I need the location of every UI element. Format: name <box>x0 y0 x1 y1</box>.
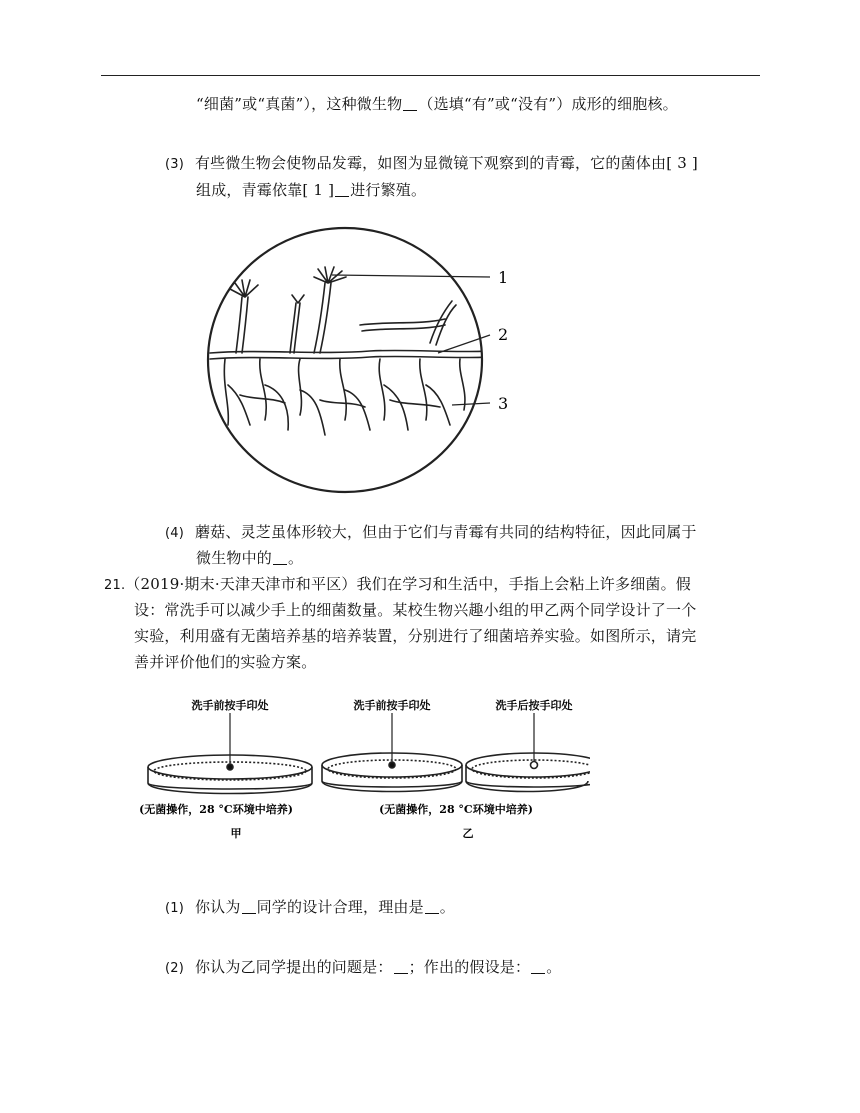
jia-name: 甲 <box>230 827 242 840</box>
answer-blank[interactable] <box>425 898 439 914</box>
header-rule <box>101 75 760 76</box>
q20-sub4-line2 <box>196 547 303 569</box>
q20-cont-pre: “细菌”或“真菌”），这种微生物 <box>196 95 403 113</box>
answer-blank[interactable] <box>335 181 349 197</box>
answer-blank[interactable] <box>403 95 417 111</box>
sub3-text-line1: 有些微生物会使物品发霉，如图为显微镜下观察到的青霉，它的菌体由[ 3 ] <box>194 154 698 172</box>
q21-sub2-c: 。 <box>546 958 562 976</box>
sub3-text-line2b: 进行繁殖。 <box>350 181 427 199</box>
petri-dish-jia <box>148 713 312 794</box>
q21-sub1-a: 你认为 <box>194 898 241 916</box>
answer-blank[interactable] <box>273 549 287 565</box>
q20-continuation-line <box>196 93 678 115</box>
figure-label-2: 2 <box>498 325 509 344</box>
sub4-number: (4) <box>165 526 185 541</box>
horizontal-hypha <box>210 350 490 353</box>
q21-line2: 设：常洗手可以减少手上的细菌数量。某校生物兴趣小组的甲乙两个同学设计了一个 <box>134 601 697 619</box>
q21-sub1-c: 。 <box>439 898 455 916</box>
answer-blank[interactable] <box>394 958 408 974</box>
jia-condition-note: (无菌操作，28 °C环境中培养) <box>139 803 293 816</box>
q21-number: 21. <box>104 578 126 593</box>
figure-label-3: 3 <box>498 394 509 413</box>
microscope-field-circle <box>208 228 482 492</box>
q21-sub2-a: 你认为乙同学提出的问题是： <box>194 958 393 976</box>
q21-sub2-number: (2) <box>165 961 185 976</box>
q20-sub3-line2 <box>196 179 426 201</box>
yi-condition-note: (无菌操作，28 °C环境中培养) <box>379 803 533 816</box>
q21-sub1-b: 同学的设计合理，理由是 <box>256 898 424 916</box>
dish3-label: 洗手后按手印处 <box>495 699 573 712</box>
answer-blank[interactable] <box>531 958 545 974</box>
petri-dish-yi-before <box>322 713 462 792</box>
q21-text-line1: （2019·期末·天津天津市和平区）我们在学习和生活中，手指上会粘上许多细菌。假 <box>125 575 691 593</box>
sub3-number: (3) <box>165 157 185 172</box>
q21-sub1-number: (1) <box>165 901 185 916</box>
figure-label-1: 1 <box>498 268 509 287</box>
q21-line4: 善并评价他们的实验方案。 <box>134 653 317 671</box>
sub4-text-line2b: 。 <box>288 549 304 567</box>
dish2-label: 洗手前按手印处 <box>353 699 431 712</box>
q20-sub4-line1 <box>165 521 697 545</box>
q20-sub3-line1 <box>165 152 698 176</box>
q21-line1 <box>104 573 691 597</box>
sub4-text-line2a: 微生物中的 <box>196 549 273 567</box>
dish1-label: 洗手前按手印处 <box>191 699 269 712</box>
answer-blank[interactable] <box>242 898 256 914</box>
petri-dish-figure <box>130 695 590 845</box>
q20-cont-post: （选填“有”或“没有”）成形的细胞核。 <box>418 95 678 113</box>
petri-dish-yi-after <box>466 713 590 792</box>
q21-line3: 实验，利用盛有无菌培养基的培养装置，分别进行了细菌培养实验。如图所示，请完 <box>134 627 697 645</box>
penicillium-microscope-figure <box>200 225 520 500</box>
q21-sub2-b: ；作出的假设是： <box>408 958 531 976</box>
sub4-text-line1: 蘑菇、灵芝虽体形较大，但由于它们与青霉有共同的结构特征，因此同属于 <box>194 523 697 541</box>
yi-name: 乙 <box>462 827 474 840</box>
q21-sub2 <box>165 956 561 980</box>
sub3-text-line2a: 组成，青霉依靠[ 1 ] <box>196 181 335 199</box>
q21-sub1 <box>165 896 455 920</box>
